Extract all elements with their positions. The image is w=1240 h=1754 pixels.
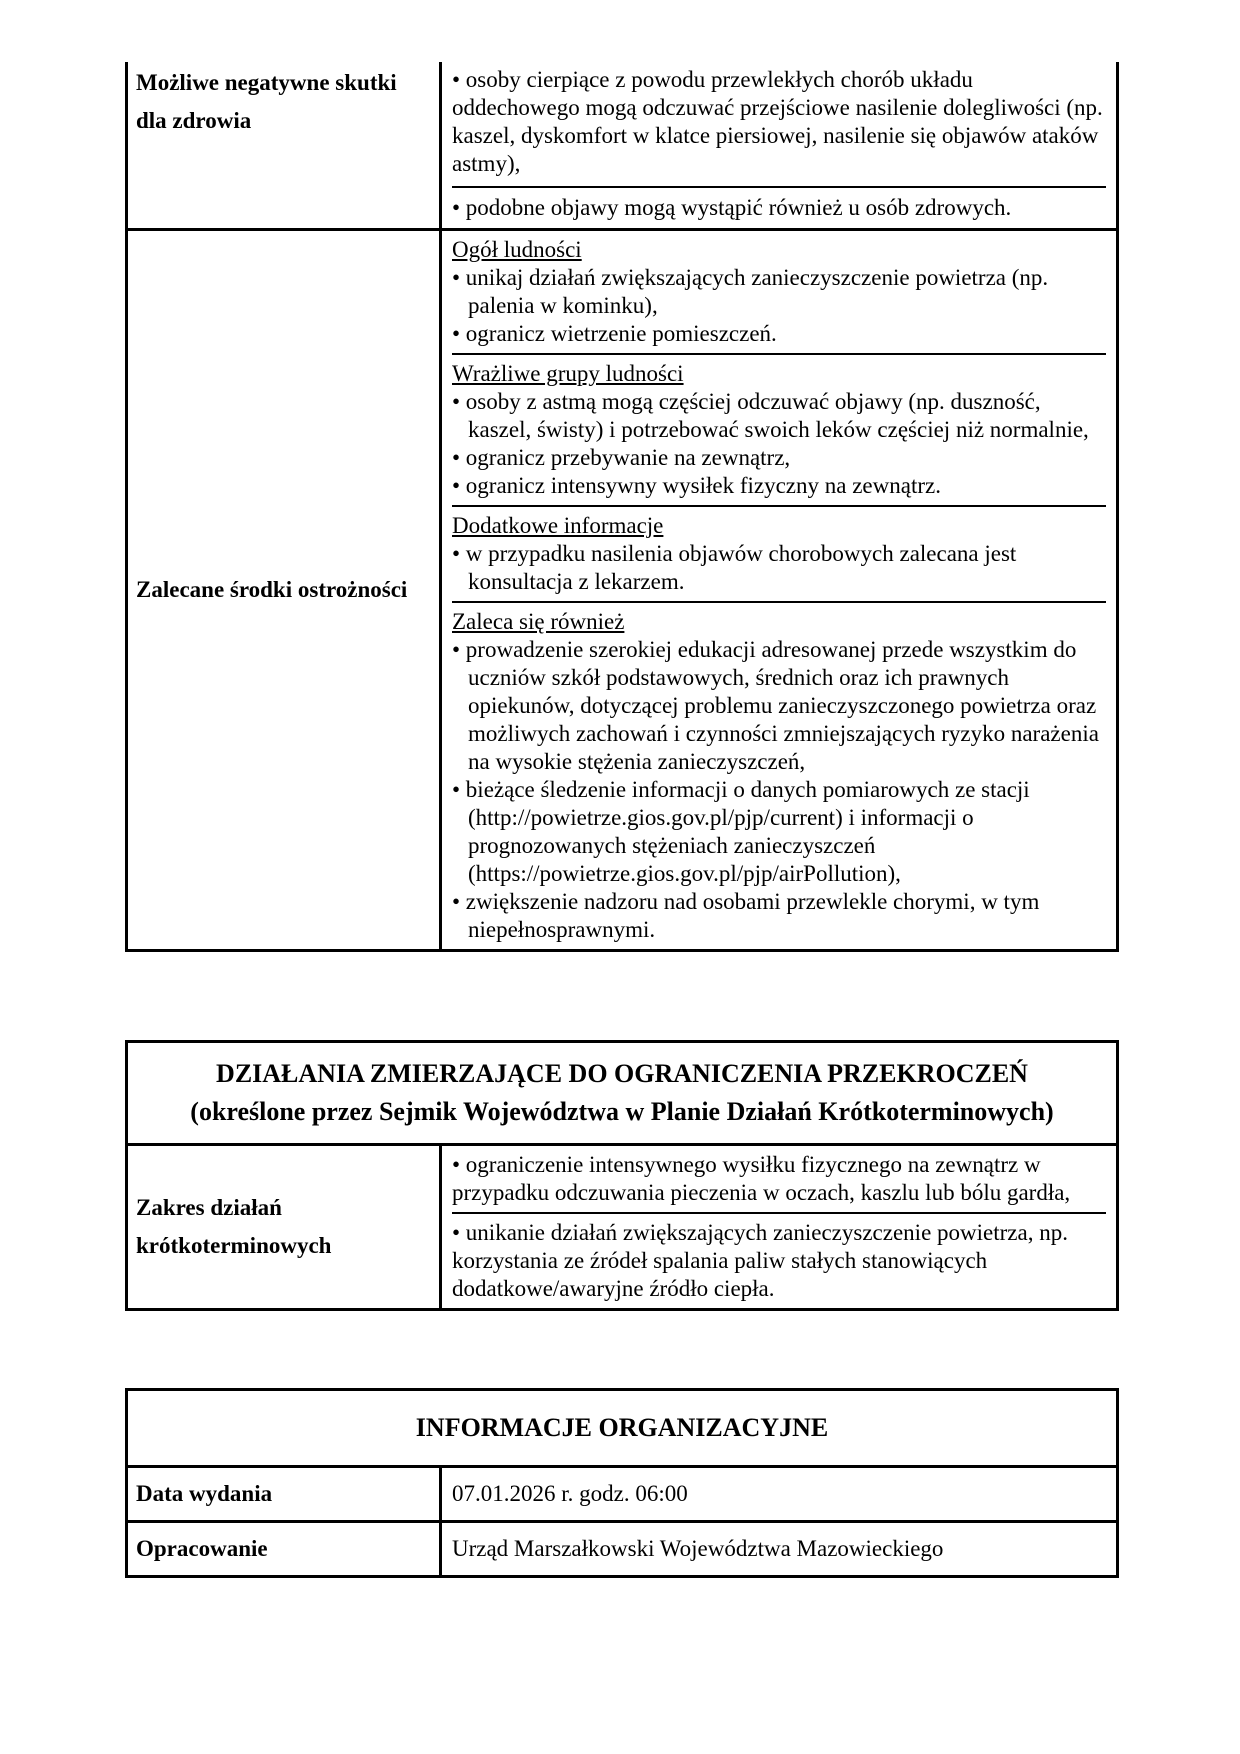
health-effects-row [128, 62, 1116, 228]
list-item: • unikaj działań zwiększających zanieczyszczenie powietrza (np. palenia w kominku), [452, 265, 1049, 318]
precautions-row [128, 228, 1116, 949]
list-item: • w przypadku nasilenia objawów chorobowych zalecana jest konsultacja z lekarzem. [452, 541, 1017, 594]
org-info-title: INFORMACJE ORGANIZACYJNE [415, 1413, 829, 1442]
list-item: • bieżące śledzenie informacji o danych pomiarowych ze stacji (http://powietrze.gios.gov.pl/pjp/current) i informacji o prognozowanych stężeniach zanieczyszczeń (https://powietrze.gios.gov.pl/pjp/airPollution), [452, 777, 1030, 886]
section-heading: Ogół ludności [452, 237, 582, 262]
list-item: • osoby z astmą mogą częściej odczuwać objawy (np. duszność, kaszel, świsty) i potrzebować swoich leków częściej niż normalnie, [452, 389, 1089, 442]
health-effects-label: Możliwe negatywne skutki dla zdrowia [128, 62, 442, 228]
actions-table [125, 1040, 1119, 1311]
precautions-section-general [452, 231, 1106, 353]
org-info-table [125, 1388, 1119, 1578]
health-effects-item-2: • podobne objawy mogą wystąpić również u osób zdrowych. [452, 186, 1106, 228]
actions-title [128, 1043, 1116, 1143]
list-item: • ogranicz przebywanie na zewnątrz, [452, 445, 791, 470]
precautions-section-additional [452, 505, 1106, 601]
actions-item-1: • ograniczenie intensywnego wysiłku fizycznego na zewnątrz w przypadku odczuwania pieczenia w oczach, kaszlu lub bólu gardła, [452, 1152, 1071, 1205]
actions-title-line-2: (określone przez Sejmik Województwa w Planie Działań Krótkoterminowych) [190, 1097, 1054, 1126]
section-heading: Wrażliwe grupy ludności [452, 361, 684, 386]
actions-value [442, 1146, 1116, 1308]
actions-title-line-1: DZIAŁANIA ZMIERZAJĄCE DO OGRANICZENIA PRZEKROCZEŃ [216, 1059, 1028, 1088]
precautions-section-sensitive [452, 353, 1106, 505]
actions-label: Zakres działań krótkoterminowych [128, 1146, 442, 1308]
actions-row [128, 1143, 1116, 1308]
precautions-value [442, 231, 1116, 949]
health-effects-item-1: • osoby cierpiące z powodu przewlekłych chorób układu oddechowego mogą odczuwać przejściowe nasilenie dolegliwości (np. kaszel, dyskomfort w klatce piersiowej, nasilenie się objawów ataków astmy), [452, 67, 1103, 176]
issue-date-label: Data wydania [128, 1468, 442, 1520]
precautions-label: Zalecane środki ostrożności [128, 231, 442, 949]
health-precautions-table [125, 62, 1119, 952]
actions-item-2: • unikanie działań zwiększających zanieczyszczenie powietrza, np. korzystania ze źródeł spalania paliw stałych stanowiących dodatkowe/awaryjne źródło ciepła. [452, 1212, 1106, 1308]
list-item: • ogranicz wietrzenie pomieszczeń. [452, 321, 777, 346]
list-item: • ogranicz intensywny wysiłek fizyczny na zewnątrz. [452, 473, 941, 498]
section-heading: Zaleca się również [452, 609, 625, 634]
issue-date-row [128, 1465, 1116, 1520]
list-item: • prowadzenie szerokiej edukacji adresowanej przede wszystkim do uczniów szkół podstawowych, średnich oraz ich prawnych opiekunów, dotyczącej problemu zanieczyszczonego powietrza oraz możliwych zachowań i czynności zmniejszających ryzyko narażenia na wysokie stężenia zanieczyszczeń, [452, 637, 1099, 774]
precautions-section-also [452, 601, 1106, 949]
author-label: Opracowanie [128, 1523, 442, 1575]
section-heading: Dodatkowe informacje [452, 513, 664, 538]
author-row [128, 1520, 1116, 1575]
list-item: • zwiększenie nadzoru nad osobami przewlekle chorymi, w tym niepełnosprawnymi. [452, 889, 1040, 942]
author-value: Urząd Marszałkowski Województwa Mazowieckiego [452, 1536, 944, 1561]
health-effects-value [442, 62, 1116, 228]
issue-date-value: 07.01.2026 r. godz. 06:00 [452, 1481, 688, 1506]
